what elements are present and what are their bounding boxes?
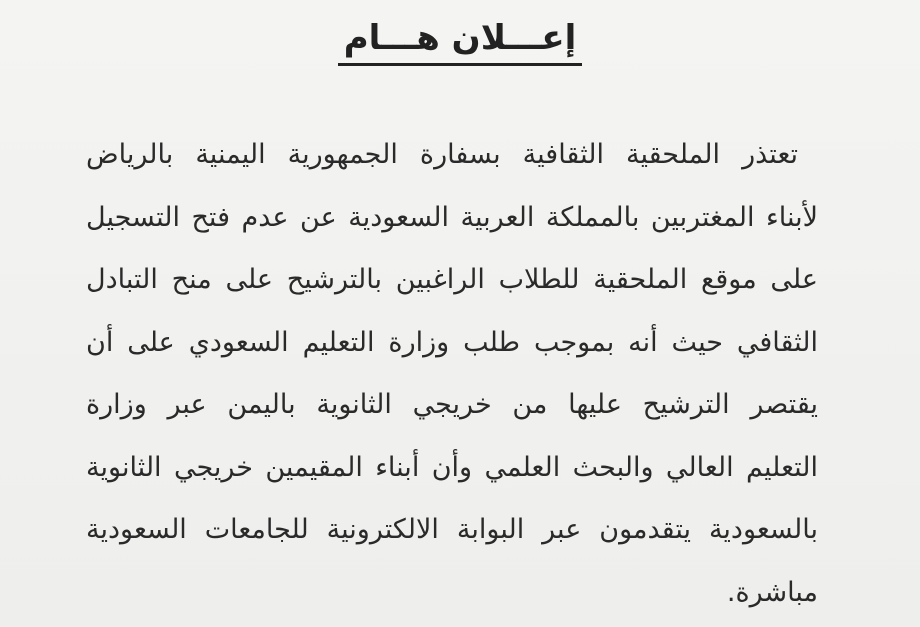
notice-line-5: يقتصر الترشيح عليها من خريجي الثانوية باليمن عبر وزارة [86, 389, 818, 420]
notice-line-7: بالسعودية يتقدمون عبر البوابة الالكترونية للجامعات السعودية [86, 514, 818, 545]
notice-line-6: التعليم العالي والبحث العلمي وأن أبناء المقيمين خريجي الثانوية [86, 451, 818, 483]
notice-line-1: تعتذر الملحقية الثقافية بسفارة الجمهورية اليمنية بالرياض [86, 139, 798, 170]
notice-line-3: على موقع الملحقية للطلاب الراغبين بالترشيح على منح التبادل [86, 264, 818, 295]
notice-line-2: لأبناء المغتربين بالمملكة العربية السعودية عن عدم فتح التسجيل [86, 201, 818, 233]
notice-title-block [0, 18, 920, 66]
notice-line-8: مباشرة. [726, 576, 818, 608]
notice-line-4: الثقافي حيث أنه بموجب طلب وزارة التعليم السعودي على أن [86, 326, 818, 358]
notice-title: إعـــلان هـــام [338, 18, 583, 66]
notice-body [86, 127, 818, 627]
